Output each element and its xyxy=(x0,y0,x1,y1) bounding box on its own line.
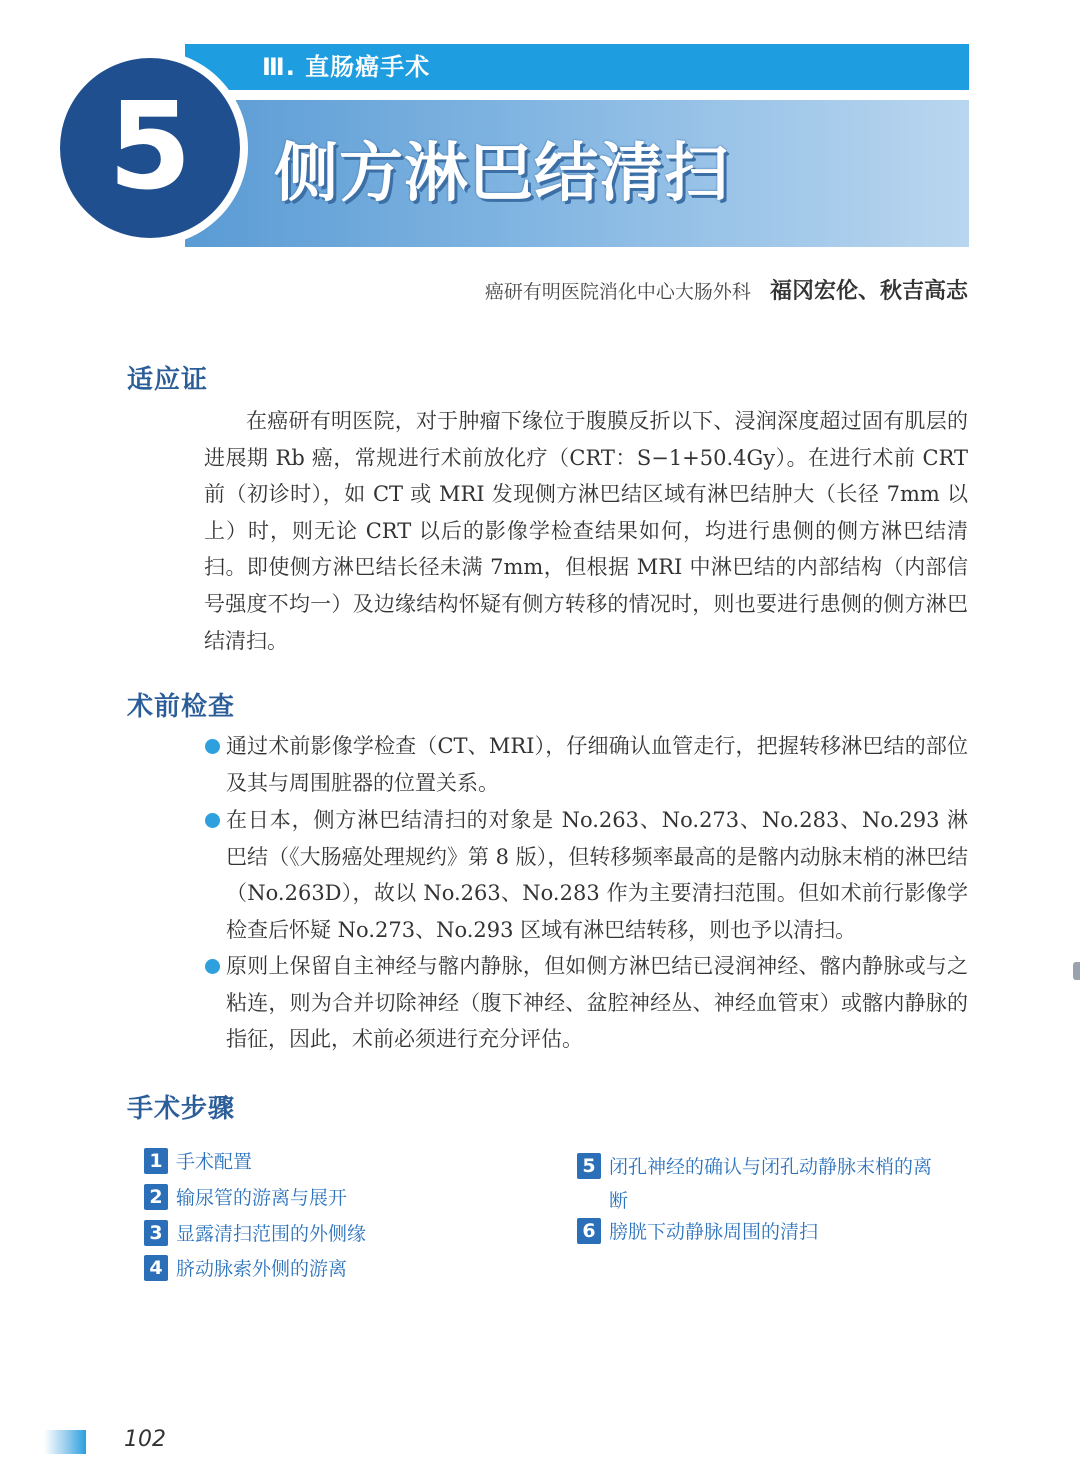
author-affiliation: 癌研有明医院消化中心大肠外科 xyxy=(484,281,751,303)
preop-bullet xyxy=(204,728,968,801)
step-label: 手术配置 xyxy=(176,1151,253,1173)
step-label: 闭孔神经的确认与闭孔动静脉末梢的离断 xyxy=(609,1156,933,1212)
preop-bullet-text: 在日本，侧方淋巴结清扫的对象是 No.263、No.273、No.283、No.293 淋巴结（《大肠癌处理规约》第 8 版），但转移频率最高的是髂内动脉末梢的淋巴结（No.263D），故以 No.263、No.283 作为主要清扫范围。但如术前行影像学检查后怀疑 No.273、No.293 区域有淋巴结转移，则也予以清扫。 xyxy=(226,808,968,942)
step-item xyxy=(144,1252,524,1286)
bullet-dot-icon xyxy=(205,959,220,974)
author-line xyxy=(485,274,968,305)
bullet-dot-icon xyxy=(205,813,220,828)
preop-bullet xyxy=(204,802,968,948)
step-label: 显露清扫范围的外侧缘 xyxy=(176,1223,367,1245)
step-label: 输尿管的游离与展开 xyxy=(176,1187,348,1209)
chapter-number: 5 xyxy=(60,58,240,238)
step-number: 6 xyxy=(577,1218,601,1244)
section-heading-indications: 适应证 xyxy=(127,365,209,395)
step-number: 4 xyxy=(144,1255,168,1281)
step-number: 5 xyxy=(577,1153,601,1179)
author-names: 福冈宏伦、秋吉高志 xyxy=(769,279,968,304)
step-item xyxy=(577,1150,947,1218)
bullet-dot-icon xyxy=(205,739,220,754)
preop-bullet-text: 通过术前影像学检查（CT、MRI），仔细确认血管走行，把握转移淋巴结的部位及其与周围脏器的位置关系。 xyxy=(226,734,968,795)
step-item xyxy=(577,1215,947,1249)
part-label: Ⅲ. 直肠癌手术 xyxy=(262,53,431,81)
section-heading-steps: 手术步骤 xyxy=(127,1094,236,1124)
step-number: 1 xyxy=(144,1148,168,1174)
step-number: 3 xyxy=(144,1220,168,1246)
page-tab-decoration xyxy=(44,1430,86,1454)
indications-paragraph: 在癌研有明医院，对于肿瘤下缘位于腹膜反折以下、浸润深度超过固有肌层的进展期 Rb 癌，常规进行术前放化疗（CRT：S−1+50.4Gy）。在进行术前 CRT 前（初诊时），如 CT 或 MRI 发现侧方淋巴结区域有淋巴结肿大（长径 7mm 以上）时，则无论 CRT 以后的影像学检查结果如何，均进行患侧的侧方淋巴结清扫。即使侧方淋巴结长径未满 7mm，但根据 MRI 中淋巴结的内部结构（内部信号强度不均一）及边缘结构怀疑有侧方转移的情况时，则也要进行患侧的侧方淋巴结清扫。 xyxy=(204,409,968,653)
step-item xyxy=(144,1181,524,1215)
step-label: 脐动脉索外侧的游离 xyxy=(176,1258,348,1280)
preop-bullet-text: 原则上保留自主神经与髂内静脉，但如侧方淋巴结已浸润神经、髂内静脉或与之粘连，则为合并切除神经（腹下神经、盆腔神经丛、神经血管束）或髂内静脉的指征，因此，术前必须进行充分评估。 xyxy=(226,954,968,1052)
step-item xyxy=(144,1217,524,1251)
section-heading-preop: 术前检查 xyxy=(127,692,236,722)
step-label: 膀胱下动静脉周围的清扫 xyxy=(609,1221,819,1243)
preop-bullet xyxy=(204,948,968,1058)
step-number: 2 xyxy=(144,1184,168,1210)
page-number: 102 xyxy=(124,1427,166,1452)
step-item xyxy=(144,1145,524,1179)
chapter-title: 侧方淋巴结清扫 xyxy=(274,137,729,211)
scrollbar-handle[interactable] xyxy=(1073,962,1080,980)
